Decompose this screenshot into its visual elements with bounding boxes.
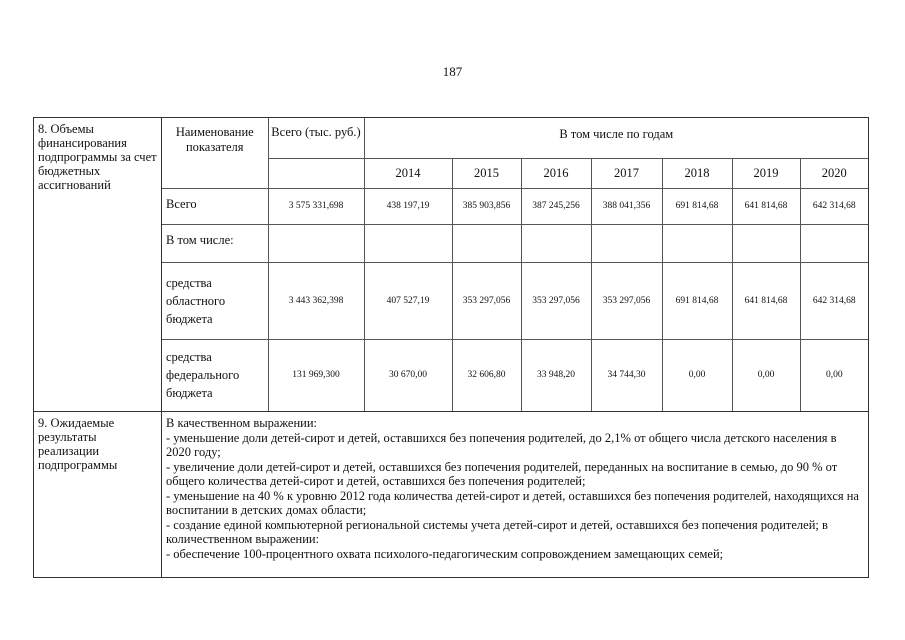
row-value: 385 903,856	[452, 188, 521, 224]
row-total: 131 969,300	[268, 339, 364, 411]
row-value: 641 814,68	[732, 188, 800, 224]
result-line: - уменьшение доли детей-сирот и детей, оставшихся без попечения родителей, до 2,1% от общего числа детского населения в 2020 году;	[166, 430, 837, 459]
year-2014: 2014	[364, 158, 452, 188]
row-value	[732, 224, 800, 262]
row-value	[364, 224, 452, 262]
header-total-empty	[268, 158, 364, 188]
result-line: - уменьшение на 40 % к уровню 2012 года количества детей-сирот и детей, оставшихся без попечения родителей, находящихся на воспитании в детских домах области;	[166, 488, 859, 517]
years-row	[162, 158, 868, 188]
row-value: 0,00	[800, 339, 868, 411]
year-2016: 2016	[521, 158, 591, 188]
row-value	[452, 224, 521, 262]
financing-table	[162, 118, 868, 411]
header-row	[162, 118, 868, 158]
row-value: 0,00	[732, 339, 800, 411]
row-value	[800, 224, 868, 262]
expected-results-text	[162, 412, 869, 578]
row-value: 691 814,68	[662, 188, 732, 224]
row-value: 641 814,68	[732, 262, 800, 339]
row-label: Всего	[162, 188, 268, 224]
year-2018: 2018	[662, 158, 732, 188]
row-value: 387 245,256	[521, 188, 591, 224]
row-label: В том числе:	[162, 224, 268, 262]
row-value	[521, 224, 591, 262]
row-value: 642 314,68	[800, 262, 868, 339]
table-row-regional	[162, 262, 868, 339]
row-label: средства федерального бюджета	[162, 339, 268, 411]
row-total: 3 575 331,698	[268, 188, 364, 224]
year-2017: 2017	[591, 158, 662, 188]
row-value: 388 041,356	[591, 188, 662, 224]
row-value: 34 744,30	[591, 339, 662, 411]
row-total	[268, 224, 364, 262]
row-value: 438 197,19	[364, 188, 452, 224]
result-line: - увеличение доли детей-сирот и детей, оставшихся без попечения родителей, переданных на воспитание в семью, до 90 % от общего количества детей-сирот и детей, оставшихся без попечения родителей;	[166, 459, 838, 488]
section-9-row	[34, 412, 869, 578]
table-row-total	[162, 188, 868, 224]
header-years-group: В том числе по годам	[364, 118, 868, 158]
row-value: 33 948,20	[521, 339, 591, 411]
row-value: 30 670,00	[364, 339, 452, 411]
result-line: - создание единой компьютерной региональной системы учета детей-сирот и детей, оставшихся без попечения родителей; в количественном выражении:	[166, 517, 828, 546]
result-line: В качественном выражении:	[166, 416, 318, 430]
row-value: 691 814,68	[662, 262, 732, 339]
header-name-col: Наименование показателя	[162, 118, 268, 188]
section-8-row	[34, 118, 869, 412]
row-value: 32 606,80	[452, 339, 521, 411]
row-total: 3 443 362,398	[268, 262, 364, 339]
row-value	[591, 224, 662, 262]
row-value: 353 297,056	[452, 262, 521, 339]
section-8-label: 8. Объемы финансирования подпрограммы за счет бюджетных ассигнований	[34, 118, 162, 412]
header-total-col: Всего (тыс. руб.)	[268, 118, 364, 158]
row-value: 353 297,056	[591, 262, 662, 339]
table-row-including	[162, 224, 868, 262]
row-value: 407 527,19	[364, 262, 452, 339]
row-value: 642 314,68	[800, 188, 868, 224]
financing-cell	[162, 118, 869, 412]
row-value	[662, 224, 732, 262]
year-2019: 2019	[732, 158, 800, 188]
year-2020: 2020	[800, 158, 868, 188]
row-value: 0,00	[662, 339, 732, 411]
section-9-label: 9. Ожидаемые результаты реализации подпрограммы	[34, 412, 162, 578]
result-line: - обеспечение 100-процентного охвата психолого-педагогическим сопровождением замещающих семей;	[166, 546, 724, 561]
row-label: средства областного бюджета	[162, 262, 268, 339]
page-number: 187	[442, 64, 463, 79]
row-value: 353 297,056	[521, 262, 591, 339]
year-2015: 2015	[452, 158, 521, 188]
passport-table	[33, 117, 869, 578]
table-row-federal	[162, 339, 868, 411]
